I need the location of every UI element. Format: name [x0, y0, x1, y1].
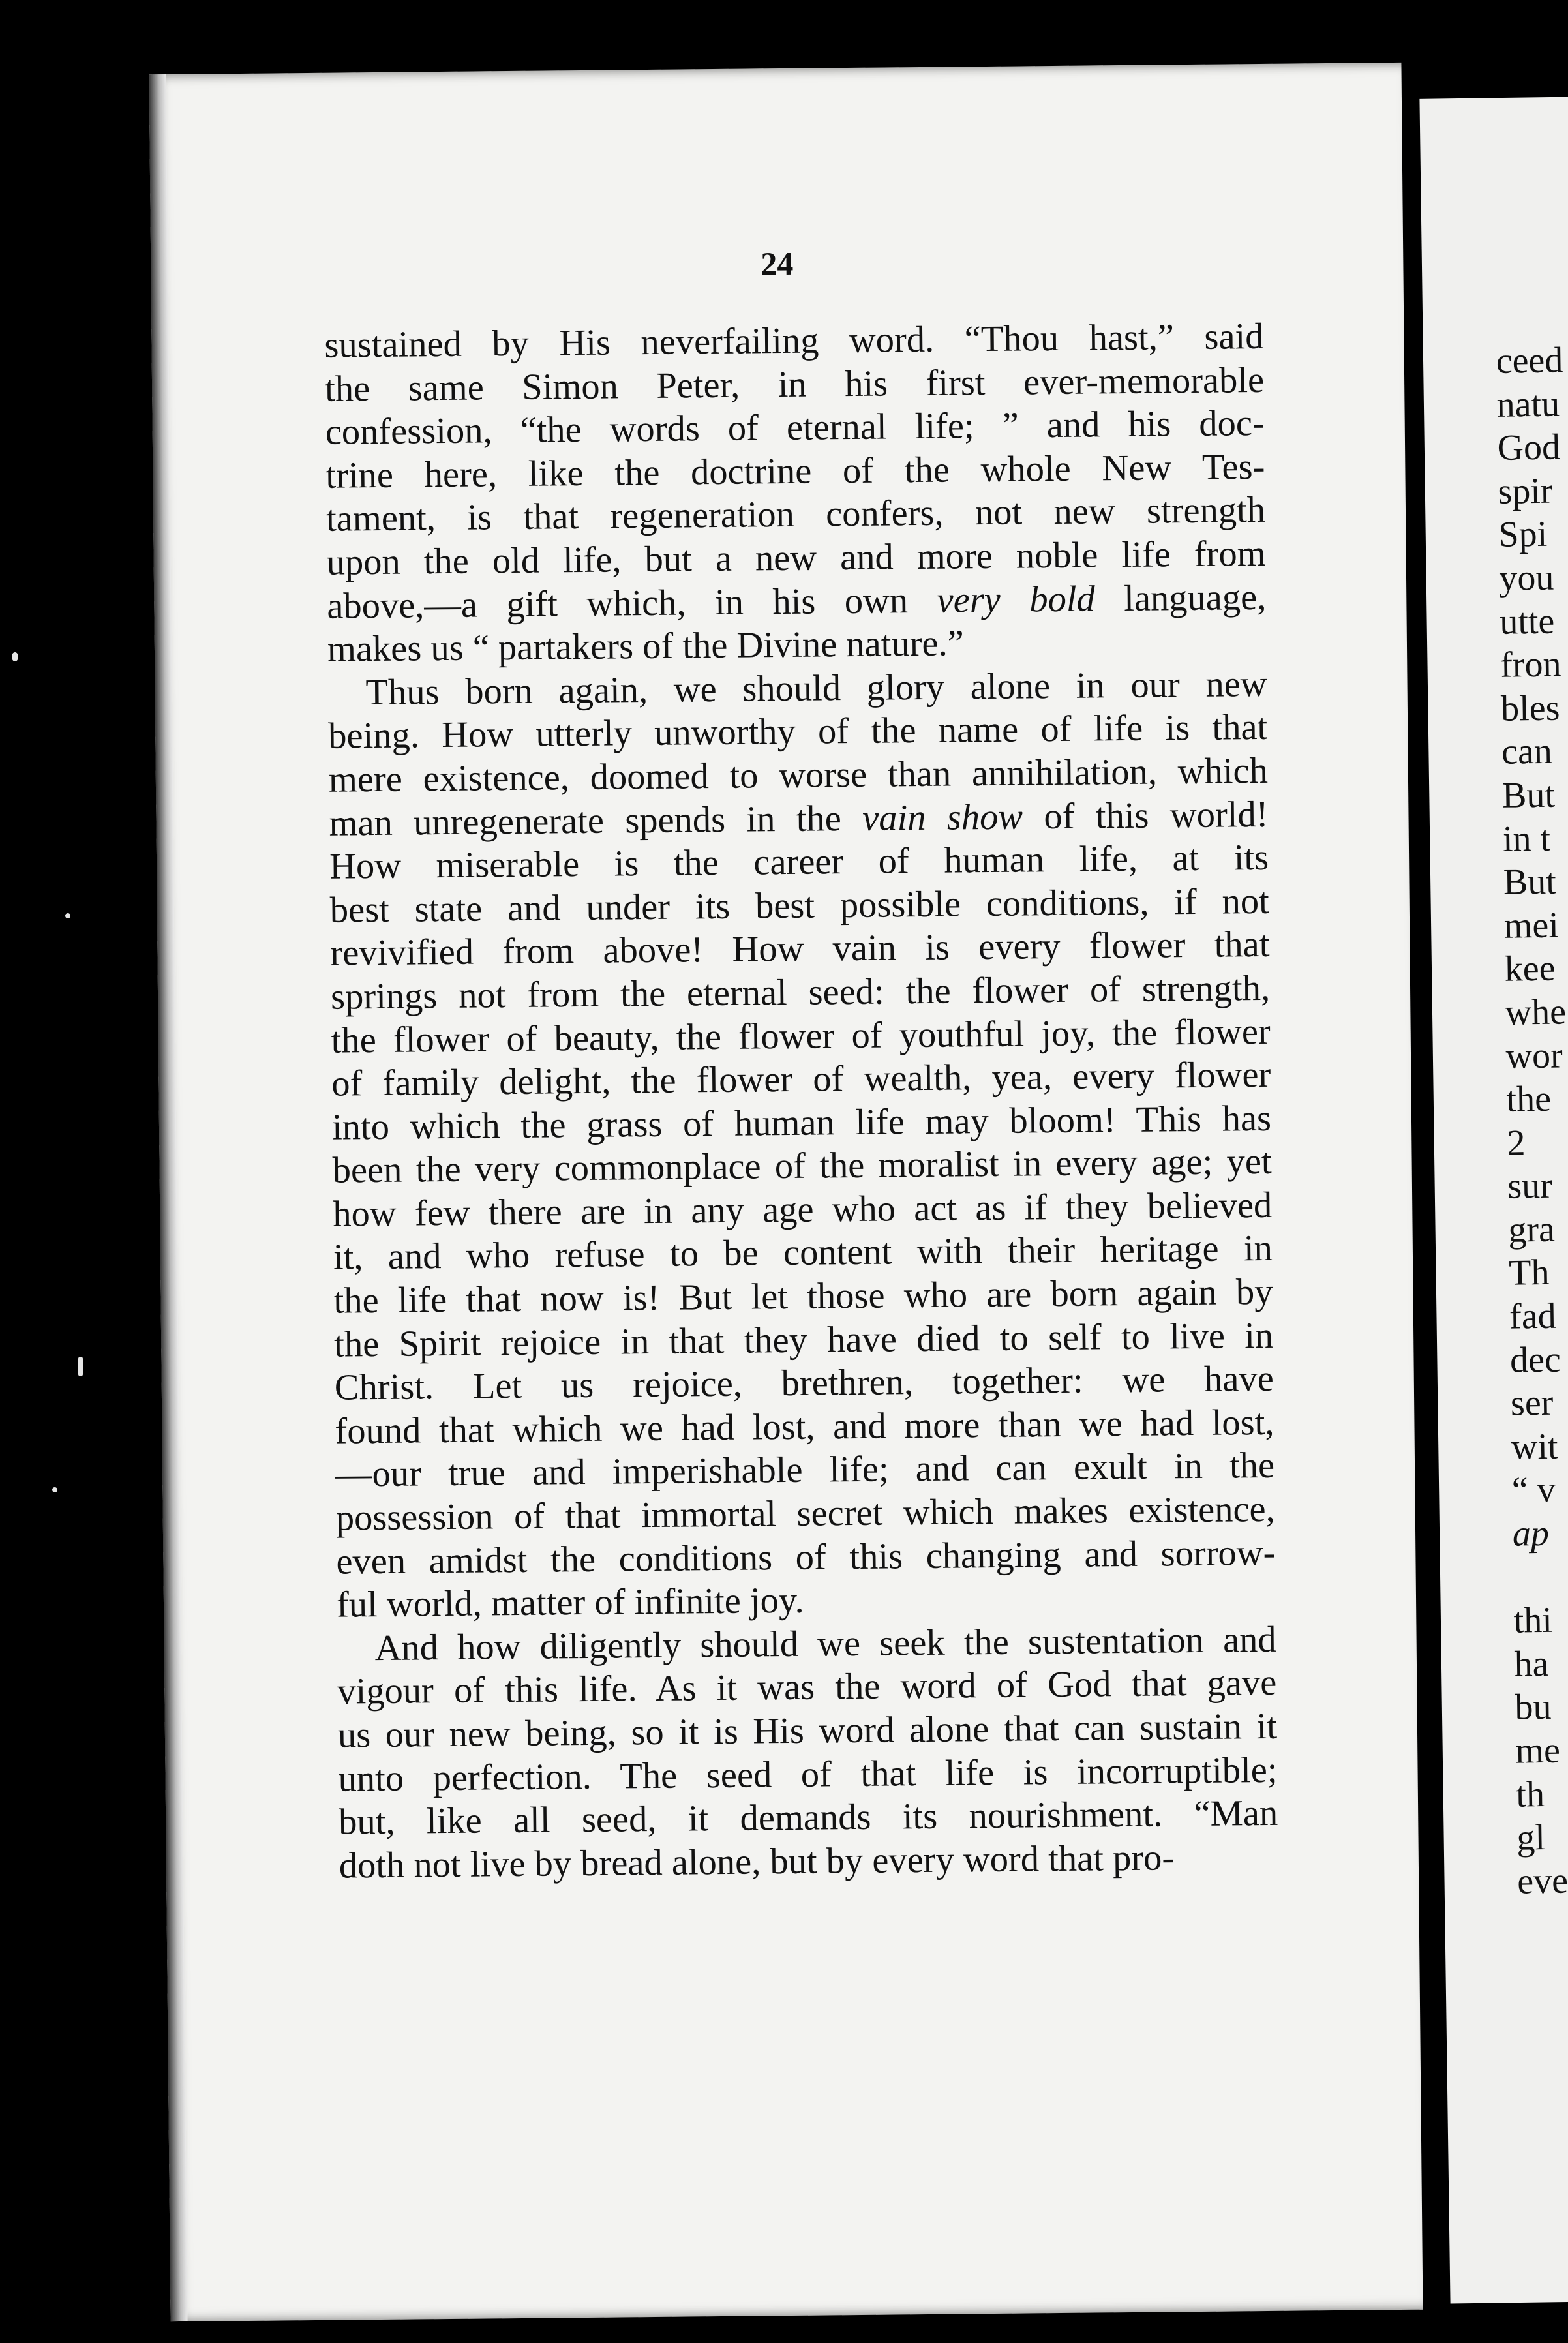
- text-line: above,—a gift which, in his own very bold language,: [327, 577, 1267, 627]
- facing-text-line: ceed: [1496, 340, 1563, 382]
- text-line: upon the old life, but a new and more noble life from: [326, 533, 1266, 583]
- facing-text-line: kee: [1504, 948, 1556, 990]
- facing-text-line: utte: [1499, 601, 1555, 642]
- text-line: sustained by His neverfailing word. “Thou hast,” said: [324, 316, 1264, 366]
- text-line: unto perfection. The seed of that life is incorruptible;: [338, 1749, 1278, 1800]
- facing-text-line: [1513, 1555, 1568, 1599]
- facing-text-line: bu: [1515, 1687, 1552, 1729]
- facing-text-line: wit: [1511, 1426, 1558, 1468]
- text-line: tament, is that regeneration confers, not new strength: [325, 490, 1266, 540]
- text-line: How miserable is the career of human life, at its: [329, 837, 1269, 887]
- text-line: revivified from above! How vain is every flower that: [330, 924, 1270, 974]
- text-line: being. How utterly unworthy of the name of life is that: [327, 707, 1268, 757]
- facing-text-line: 2: [1507, 1123, 1526, 1164]
- facing-text-line: whe: [1505, 991, 1567, 1033]
- text-line: —our true and imperishable life; and can exult in the: [335, 1445, 1275, 1496]
- facing-text-line: sur: [1507, 1166, 1553, 1207]
- page-gutter-edge: [149, 74, 188, 2321]
- page-number: 24: [761, 245, 794, 282]
- scan-speck: [78, 1357, 83, 1376]
- facing-text-line: ap: [1512, 1513, 1550, 1554]
- facing-text-line: eve: [1516, 1860, 1568, 1902]
- text-line: And how diligently should we seek the sustentation and: [374, 1619, 1276, 1669]
- text-line: springs not from the eternal seed: the flower of strength,: [330, 967, 1271, 1018]
- text-line: the same Simon Peter, in his first ever-memorable: [324, 359, 1265, 410]
- text-line: doth not live by bread alone, but by every word that pro-: [339, 1837, 1175, 1886]
- facing-text-line: Spi: [1498, 514, 1548, 556]
- text-line: found that which we had lost, and more than we had lost,: [335, 1402, 1274, 1452]
- text-line: ful world, matter of infinite joy.: [336, 1580, 804, 1625]
- text-line: trine here, like the doctrine of the whole New Tes-: [325, 446, 1265, 496]
- text-line: confession, “the words of eternal life; ” and his doc-: [325, 403, 1265, 453]
- text-line: Christ. Let us rejoice, brethren, together: we have: [334, 1359, 1274, 1408]
- text-line: been the very commonplace of the moralist in every age; yet: [332, 1141, 1272, 1191]
- facing-text-line: gra: [1507, 1209, 1556, 1250]
- facing-text-line: mei: [1503, 905, 1560, 946]
- text-line: Thus born again, we should glory alone in our new: [365, 663, 1267, 713]
- facing-text-line: bles: [1500, 688, 1560, 729]
- facing-text-line: fron: [1500, 644, 1561, 686]
- text-line: best state and under its best possible conditions, if not: [329, 881, 1270, 931]
- text-line: makes us “ partakers of the Divine nature.”: [327, 623, 965, 670]
- facing-text-line: can: [1501, 731, 1553, 773]
- book-page: [149, 63, 1423, 2321]
- text-line: it, and who refuse to be content with their heritage in: [333, 1228, 1273, 1278]
- facing-text-line: Th: [1508, 1252, 1550, 1294]
- text-line: the Spirit rejoice in that they have died to self to live in: [333, 1315, 1274, 1365]
- text-line: the flower of beauty, the flower of youthful joy, the flower: [331, 1011, 1271, 1061]
- facing-text-line: “ v: [1511, 1470, 1556, 1511]
- facing-text-line: you: [1498, 557, 1554, 599]
- scan-speck: [52, 1487, 57, 1492]
- text-line: possession of that immortal secret which makes existence,: [335, 1489, 1276, 1539]
- facing-text-line: But: [1503, 861, 1557, 903]
- facing-text-line: me: [1515, 1730, 1561, 1772]
- facing-text-line: th: [1515, 1774, 1545, 1815]
- text-line: the life that now is! But let those who are born again by: [333, 1271, 1273, 1322]
- text-line: into which the grass of human life may bloom! This has: [331, 1098, 1272, 1148]
- facing-text-line: gl: [1516, 1817, 1546, 1858]
- facing-text-line: But: [1501, 774, 1556, 816]
- text-line: even amidst the conditions of this changing and sorrow-: [336, 1532, 1276, 1582]
- facing-text-line: thi: [1513, 1600, 1553, 1641]
- facing-text-line: God: [1497, 427, 1561, 469]
- facing-text-line: natu: [1496, 384, 1560, 425]
- text-line: but, like all seed, it demands its nourishment. “Man: [338, 1792, 1278, 1843]
- facing-text-line: in t: [1502, 818, 1551, 860]
- scan-speck: [65, 913, 70, 918]
- facing-text-line: wor: [1505, 1035, 1563, 1077]
- facing-text-line: spir: [1498, 470, 1553, 512]
- text-line: man unregenerate spends in the vain show of this world!: [329, 794, 1269, 844]
- facing-text-line: dec: [1509, 1339, 1561, 1381]
- facing-text-line: fad: [1509, 1295, 1557, 1337]
- facing-text-line: ser: [1510, 1383, 1554, 1424]
- facing-text-line: the: [1506, 1078, 1552, 1120]
- facing-text-line: ha: [1514, 1643, 1549, 1685]
- text-line: of family delight, the flower of wealth, yea, every flower: [331, 1054, 1271, 1104]
- body-text: [324, 315, 1278, 1888]
- text-line: us our new being, so it is His word alone that can sustain it: [337, 1706, 1278, 1756]
- text-line: how few there are in any age who act as if they believed: [332, 1185, 1273, 1235]
- scan-speck: [12, 652, 18, 661]
- text-line: vigour of this life. As it was the word of God that gave: [337, 1663, 1277, 1713]
- text-line: mere existence, doomed to worse than annihilation, which: [328, 750, 1269, 800]
